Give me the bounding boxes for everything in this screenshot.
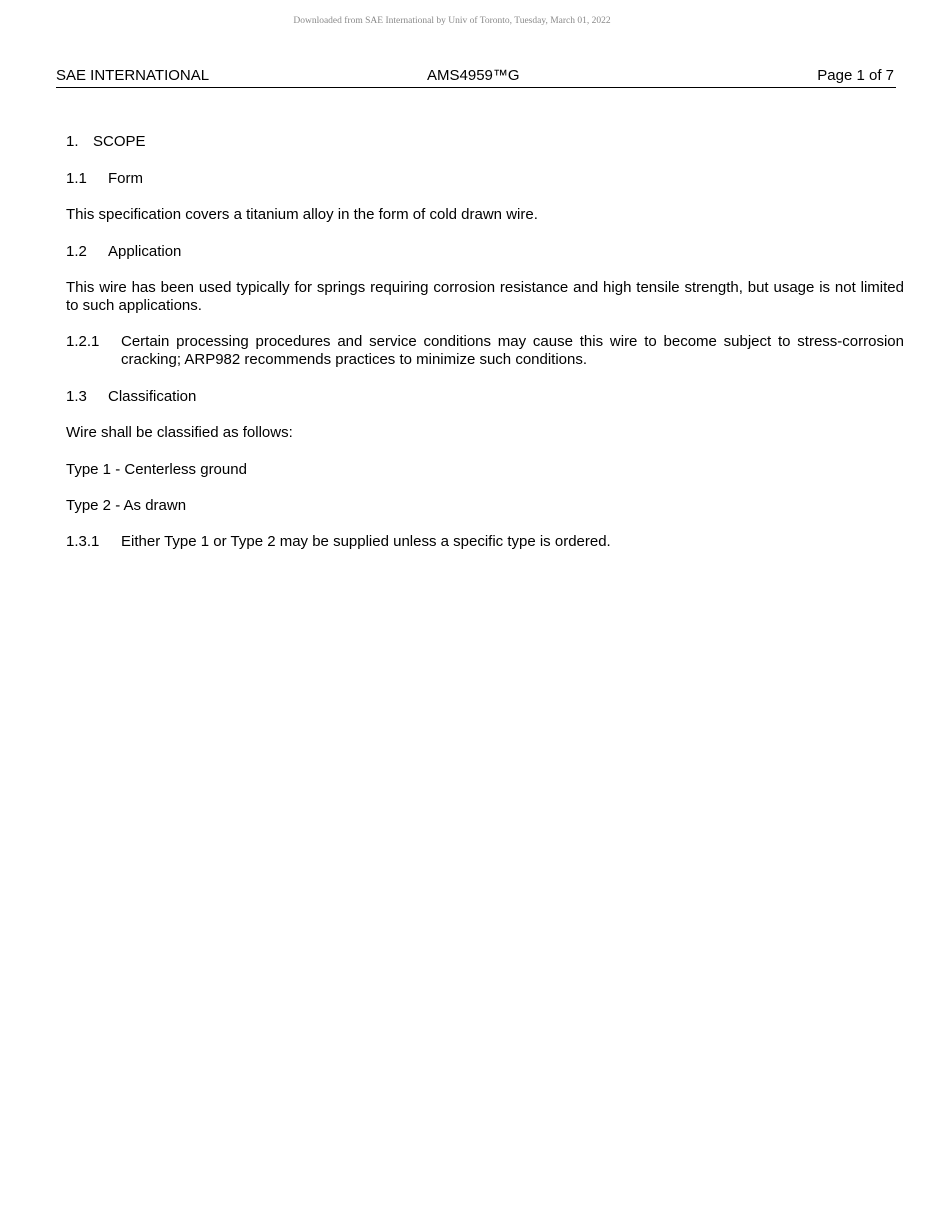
section-number: 1.2 [66, 243, 87, 260]
download-watermark: Downloaded from SAE International by Univ of Toronto, Tuesday, March 01, 2022 [293, 16, 611, 26]
section-number: 1. [66, 133, 79, 150]
application-paragraph: This wire has been used typically for springs requiring corrosion resistance and high tensile strength, but usage is not limited to such applications. [66, 279, 904, 314]
section-text: Certain processing procedures and service conditions may cause this wire to become subject to stress-corrosion cracking; ARP982 recommends practices to minimize such conditions. [121, 333, 904, 368]
section-1-2-1 [66, 333, 904, 369]
section-1-2-heading [66, 243, 181, 261]
section-1-3-heading [66, 388, 196, 406]
type-2-item: Type 2 - As drawn [66, 497, 187, 514]
section-number: 1.1 [66, 170, 87, 187]
section-title: Form [108, 170, 143, 187]
section-title: Application [108, 243, 182, 260]
section-text: Either Type 1 or Type 2 may be supplied unless a specific type is ordered. [121, 533, 611, 550]
section-1-3-1 [66, 533, 904, 551]
section-number: 1.3 [66, 388, 87, 405]
page-number: Page 1 of 7 [817, 67, 894, 84]
page-header [56, 66, 896, 88]
section-number: 1.3.1 [66, 533, 100, 550]
classification-intro: Wire shall be classified as follows: [66, 424, 293, 441]
section-number: 1.2.1 [66, 333, 100, 350]
document-number: AMS4959™G [427, 67, 520, 84]
section-1-1-heading [66, 170, 143, 188]
section-1-heading [66, 133, 146, 151]
section-title: SCOPE [93, 133, 146, 150]
form-paragraph: This specification covers a titanium alloy in the form of cold drawn wire. [66, 206, 538, 223]
publisher-name: SAE INTERNATIONAL [56, 67, 210, 84]
section-title: Classification [108, 388, 197, 405]
type-1-item: Type 1 - Centerless ground [66, 461, 247, 478]
